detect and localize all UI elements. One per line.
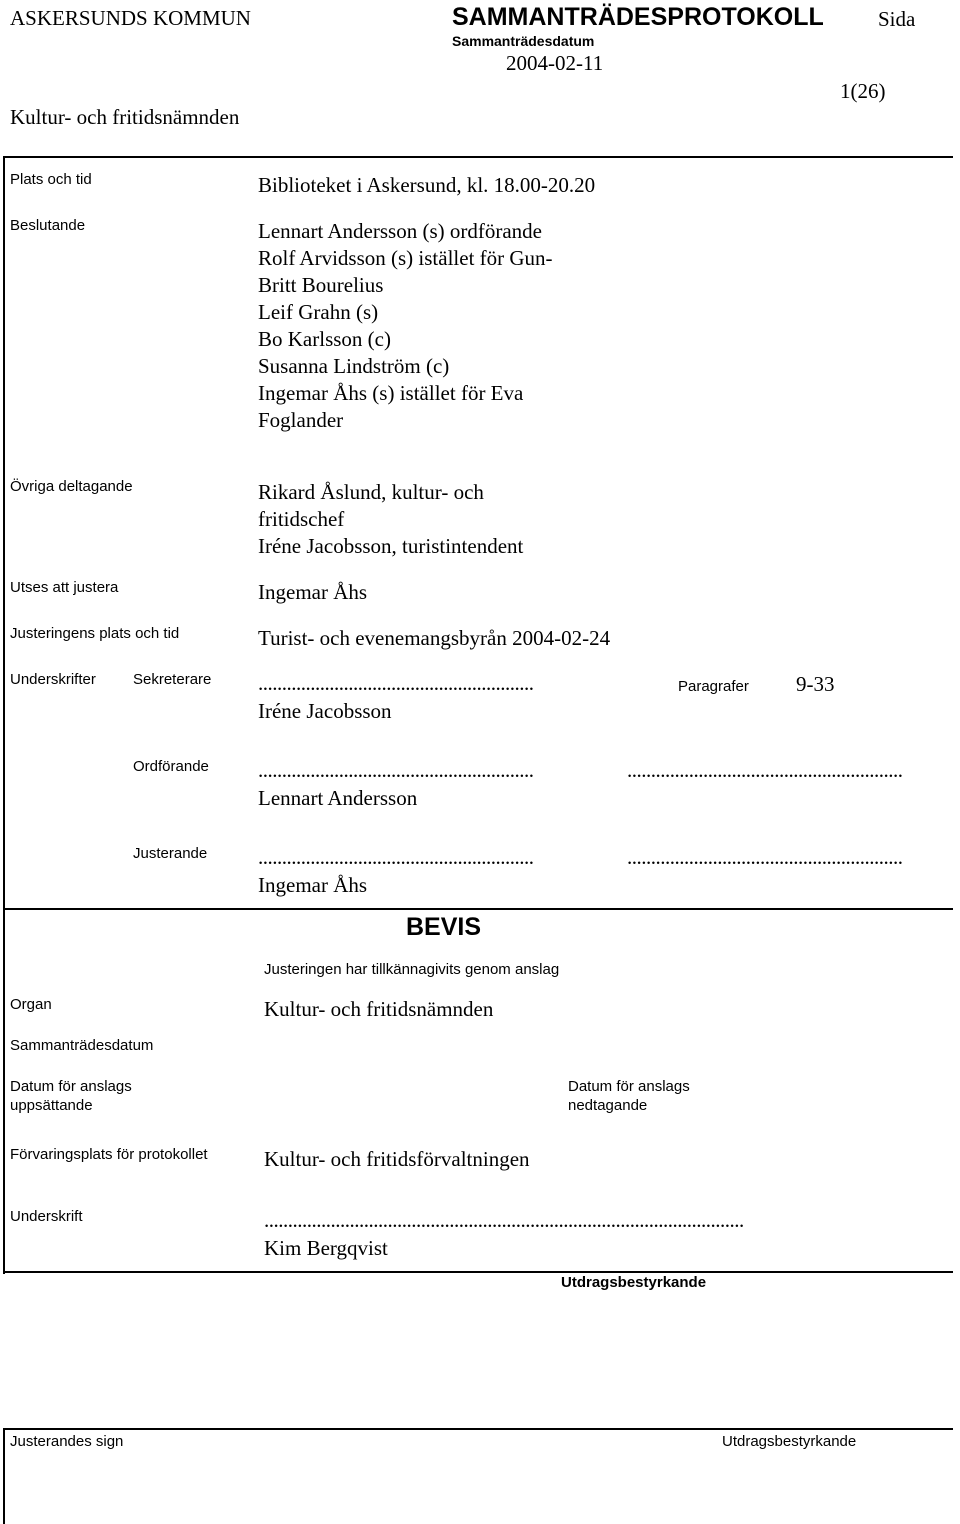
secretary-name: Iréne Jacobsson <box>258 699 392 723</box>
certification-box-label: Utdragsbestyrkande <box>722 1433 857 1450</box>
committee-name: Kultur- och fritidsnämnden <box>10 105 240 129</box>
document-title: SAMMANTRÄDESPROTOKOLL <box>452 3 824 31</box>
secretary-label: Sekreterare <box>133 671 212 688</box>
chair-signature-line: .......................................................... <box>258 758 534 782</box>
adjuster-signature-line: .......................................................... <box>258 845 534 869</box>
storage-value: Kultur- och fritidsförvaltningen <box>264 1147 530 1171</box>
decision-maker-line: Britt Bourelius <box>258 273 384 297</box>
page-label: Sida <box>878 7 916 31</box>
bevis-title: BEVIS <box>406 913 482 941</box>
decision-maker-line: Bo Karlsson (c) <box>258 327 391 351</box>
adjustment-place-label: Justeringens plats och tid <box>10 625 180 642</box>
signature-line: ..................................................................................................... <box>264 1208 744 1232</box>
other-participants-label: Övriga deltagande <box>10 478 133 495</box>
removal-date-label-line: Datum för anslags <box>568 1078 690 1095</box>
certification-label: Utdragsbestyrkande <box>561 1274 707 1291</box>
place-time-value: Biblioteket i Askersund, kl. 18.00-20.20 <box>258 173 596 197</box>
participant-line: Rikard Åslund, kultur- och <box>258 480 484 504</box>
decision-maker-line: Foglander <box>258 408 344 432</box>
signature-label: Underskrift <box>10 1208 83 1225</box>
decision-maker-line: Lennart Andersson (s) ordförande <box>258 219 542 243</box>
decision-makers-list <box>258 218 553 434</box>
signatures-label: Underskrifter <box>10 671 96 688</box>
bevis-divider-line <box>3 908 953 910</box>
decision-maker-line: Leif Grahn (s) <box>258 300 379 324</box>
chair-name: Lennart Andersson <box>258 786 418 810</box>
adjusters-sign-label: Justerandes sign <box>10 1433 124 1450</box>
appointed-adjuster-value: Ingemar Åhs <box>258 580 368 604</box>
municipality-name: ASKERSUNDS KOMMUN <box>10 6 251 30</box>
chair-signature-line-2: .......................................................... <box>627 758 903 782</box>
paragraphs-value: 9-33 <box>796 672 835 696</box>
place-time-label: Plats och tid <box>10 171 92 188</box>
chair-label: Ordförande <box>133 758 209 775</box>
paragraphs-label: Paragrafer <box>678 678 749 695</box>
adjuster-name: Ingemar Åhs <box>258 873 368 897</box>
posting-date-label-line: uppsättande <box>10 1097 93 1114</box>
page-number: 1(26) <box>840 79 886 103</box>
decision-makers-label: Beslutande <box>10 217 86 234</box>
posting-date-label <box>10 1077 132 1115</box>
footer-box-top-line <box>3 1428 953 1430</box>
footer-box-left-line <box>3 1428 5 1524</box>
other-participants-list <box>258 479 523 560</box>
bevis-subtitle: Justeringen har tillkännagivits genom anslag <box>264 961 560 978</box>
meeting-date-label: Sammanträdesdatum <box>452 33 595 49</box>
signature-name: Kim Bergqvist <box>264 1236 388 1260</box>
frame-left-line <box>3 156 5 1274</box>
decision-maker-line: Ingemar Åhs (s) istället för Eva <box>258 381 524 405</box>
appointed-adjuster-label: Utses att justera <box>10 579 119 596</box>
meeting-date-value: 2004-02-11 <box>506 51 604 75</box>
decision-maker-line: Rolf Arvidsson (s) istället för Gun- <box>258 246 553 270</box>
participant-line: fritidschef <box>258 507 345 531</box>
adjuster-label: Justerande <box>133 845 208 862</box>
decision-maker-line: Susanna Lindström (c) <box>258 354 450 378</box>
removal-date-label-line: nedtagande <box>568 1097 648 1114</box>
posting-date-label-line: Datum för anslags <box>10 1078 132 1095</box>
removal-date-label <box>568 1077 690 1115</box>
secretary-signature-line: .......................................................... <box>258 671 534 695</box>
organ-label: Organ <box>10 996 52 1013</box>
storage-label: Förvaringsplats för protokollet <box>10 1146 208 1163</box>
frame-bottom-line <box>3 1271 953 1273</box>
adjustment-place-value: Turist- och evenemangsbyrån 2004-02-24 <box>258 626 611 650</box>
organ-value: Kultur- och fritidsnämnden <box>264 997 494 1021</box>
adjuster-signature-line-2: .......................................................... <box>627 845 903 869</box>
frame-top-line <box>3 156 953 158</box>
bevis-meeting-date-label: Sammanträdesdatum <box>10 1037 154 1054</box>
participant-line: Iréne Jacobsson, turistintendent <box>258 534 524 558</box>
